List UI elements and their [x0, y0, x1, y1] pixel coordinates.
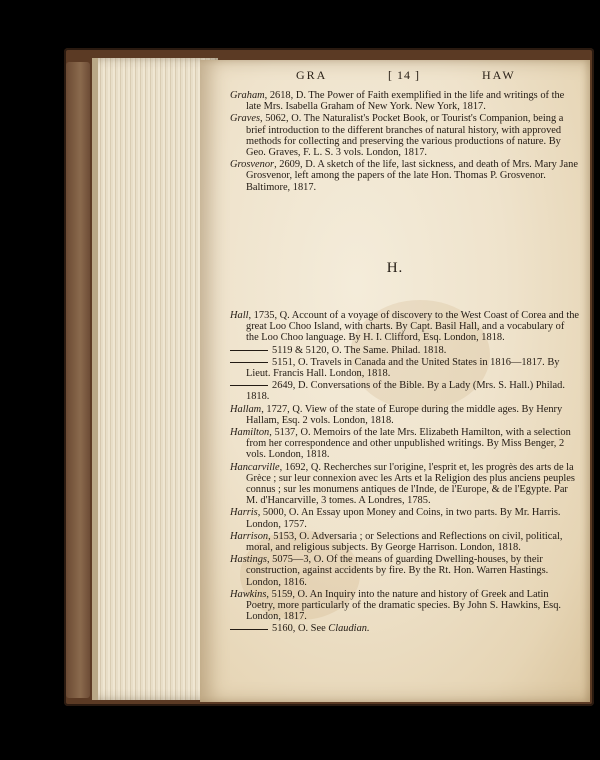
entry-author: Hancarville	[230, 461, 280, 473]
catalog-entry	[230, 554, 579, 588]
entry-author: Hawkins	[230, 588, 267, 600]
entry-text: 5151, O. Travels in Canada and the United States in 1816—1817. By Lieut. Francis Hall. London, 1818.	[246, 356, 560, 380]
catalog-entry	[230, 427, 579, 461]
ditto-dash	[230, 629, 268, 630]
entry-author: Hastings	[230, 554, 267, 566]
entry-text: 2649, D. Conversations of the Bible. By a Lady (Mrs. S. Hall.) Philad. 1818.	[246, 380, 565, 403]
entry-text: , 2618, D. The Power of Faith exemplified in the life and writings of the late Mrs. Isabella Graham of New York. New York, 1817.	[246, 90, 565, 113]
catalog-entry	[230, 507, 579, 529]
entry-text: , 1735, Q. Account of a voyage of discovery to the West Coast of Corea and the great Loo Choo Island, with charts. By Capt. Basil Hall, and a vocabulary of the Loo Choo language. By H. I. Clifford, Esq. London, 1818.	[246, 310, 580, 344]
entry-author: Hamilton	[230, 427, 270, 439]
entry-text: 5119 & 5120, O. The Same. Philad. 1818.	[272, 344, 447, 356]
entry-author: Harrison	[230, 530, 269, 542]
entry-author: Hallam	[230, 403, 262, 415]
catalog-entry	[230, 380, 579, 402]
section-heading: H.	[386, 260, 404, 276]
ditto-dash	[230, 362, 268, 363]
book-spine	[66, 62, 90, 698]
entry-author: Hall	[230, 310, 249, 321]
entry-text: 5160, O. See	[272, 623, 329, 635]
ditto-dash	[230, 385, 268, 386]
entry-reference: Claudian.	[328, 623, 370, 635]
entry-text: , 5153, O. Adversaria ; or Selections and Reflections on civil, political, moral, and religious subjects. By George Harrison. London, 1818.	[246, 530, 563, 554]
catalog-entry	[230, 345, 579, 356]
catalog-entry	[230, 90, 579, 112]
catalog-entry	[230, 531, 579, 553]
entry-author: Harris	[230, 507, 258, 519]
entry-text: , 5075—3, O. Of the means of guarding Dwelling-houses, by their construction, against accidents by fire. By the Rt. Hon. Warren Hastings. London, 1816.	[246, 554, 549, 588]
running-header	[200, 68, 590, 84]
entry-author: Graves	[230, 113, 261, 125]
header-right: HAW	[482, 68, 516, 82]
book-page	[200, 60, 590, 702]
header-left: GRA	[296, 68, 328, 82]
catalog-entry	[230, 404, 579, 426]
entry-author: Graham	[230, 90, 265, 101]
catalog-entry	[230, 589, 579, 623]
entries-g	[230, 90, 579, 194]
entry-text: , 1727, Q. View of the state of Europe during the middle ages. By Henry Hallam, Esq. 2 vols. London, 1818.	[246, 403, 563, 426]
catalog-entry	[230, 159, 579, 193]
catalog-entry	[230, 113, 579, 158]
ditto-dash	[230, 350, 268, 351]
catalog-entry	[230, 357, 579, 379]
entry-text: , 5000, O. An Essay upon Money and Coins, in two parts. By Mr. Harris. London, 1757.	[246, 507, 561, 530]
catalog-entry	[230, 623, 579, 634]
entry-author: Grosvenor	[230, 159, 275, 171]
entry-text: , 5159, O. An Inquiry into the nature and history of Greek and Latin Poetry, more particularly of the dramatic species. By John S. Hawkins, Esq. London, 1817.	[246, 588, 562, 623]
entry-text: , 2609, D. A sketch of the life, last sickness, and death of Mrs. Mary Jane Grosvenor, left among the papers of the late Hon. Thomas P. Grosvenor. Baltimore, 1817.	[246, 159, 578, 193]
catalog-entry	[230, 462, 579, 507]
catalog-entry	[230, 310, 579, 344]
entry-text: , 1692, Q. Recherches sur l'origine, l'esprit et, les progrès des arts de la Grèce ; sur leur connexion avec les Arts et la Religion des plus anciens peuples connus ; sur les monumens antiques de l'Inde, de l'Europe, & de l'Egypte. Par M. d'Hancarville, 3 tomes. A Londres, 1785.	[246, 461, 575, 507]
entry-text: , 5137, O. Memoirs of the late Mrs. Elizabeth Hamilton, with a selection from her correspondence and other unpublished writings. By Miss Benger, 2 vols. London, 1818.	[246, 427, 571, 461]
entry-text: , 5062, O. The Naturalist's Pocket Book, or Tourist's Companion, being a brief introduction to the different branches of natural history, with approved methods for collecting and preserving the various productions of nature. By Geo. Graves, F. L. S. 3 vols. London, 1817.	[246, 113, 564, 159]
entries-h	[230, 310, 579, 636]
page-number: [ 14 ]	[388, 68, 420, 82]
